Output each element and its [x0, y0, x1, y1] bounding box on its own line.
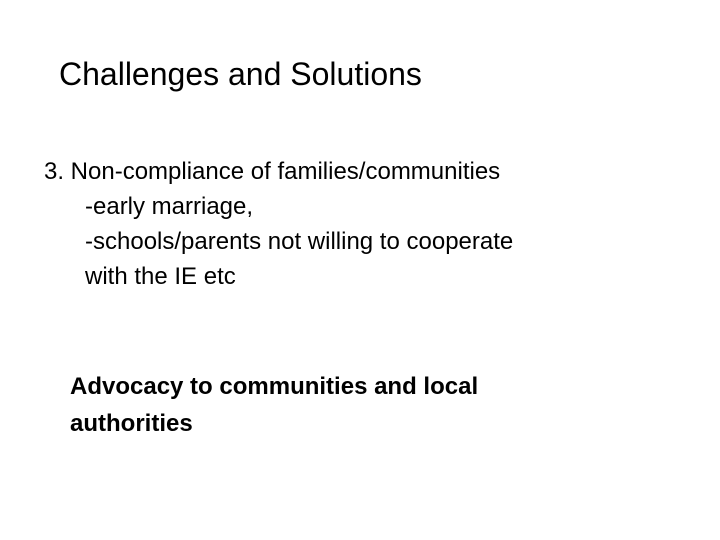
solution-text — [70, 368, 670, 442]
challenge-list — [44, 154, 684, 294]
solution-line-2: authorities — [70, 410, 193, 437]
challenge-line-schools-parents: -schools/parents not willing to cooperate — [85, 228, 514, 255]
challenge-line-ie-etc: with the IE etc — [85, 263, 236, 290]
challenge-heading: 3. Non-compliance of families/communities — [44, 158, 501, 185]
solution-line-1: Advocacy to communities and local — [70, 373, 479, 400]
challenge-line-early-marriage: -early marriage, — [85, 193, 254, 220]
slide-title: Challenges and Solutions — [59, 56, 422, 92]
